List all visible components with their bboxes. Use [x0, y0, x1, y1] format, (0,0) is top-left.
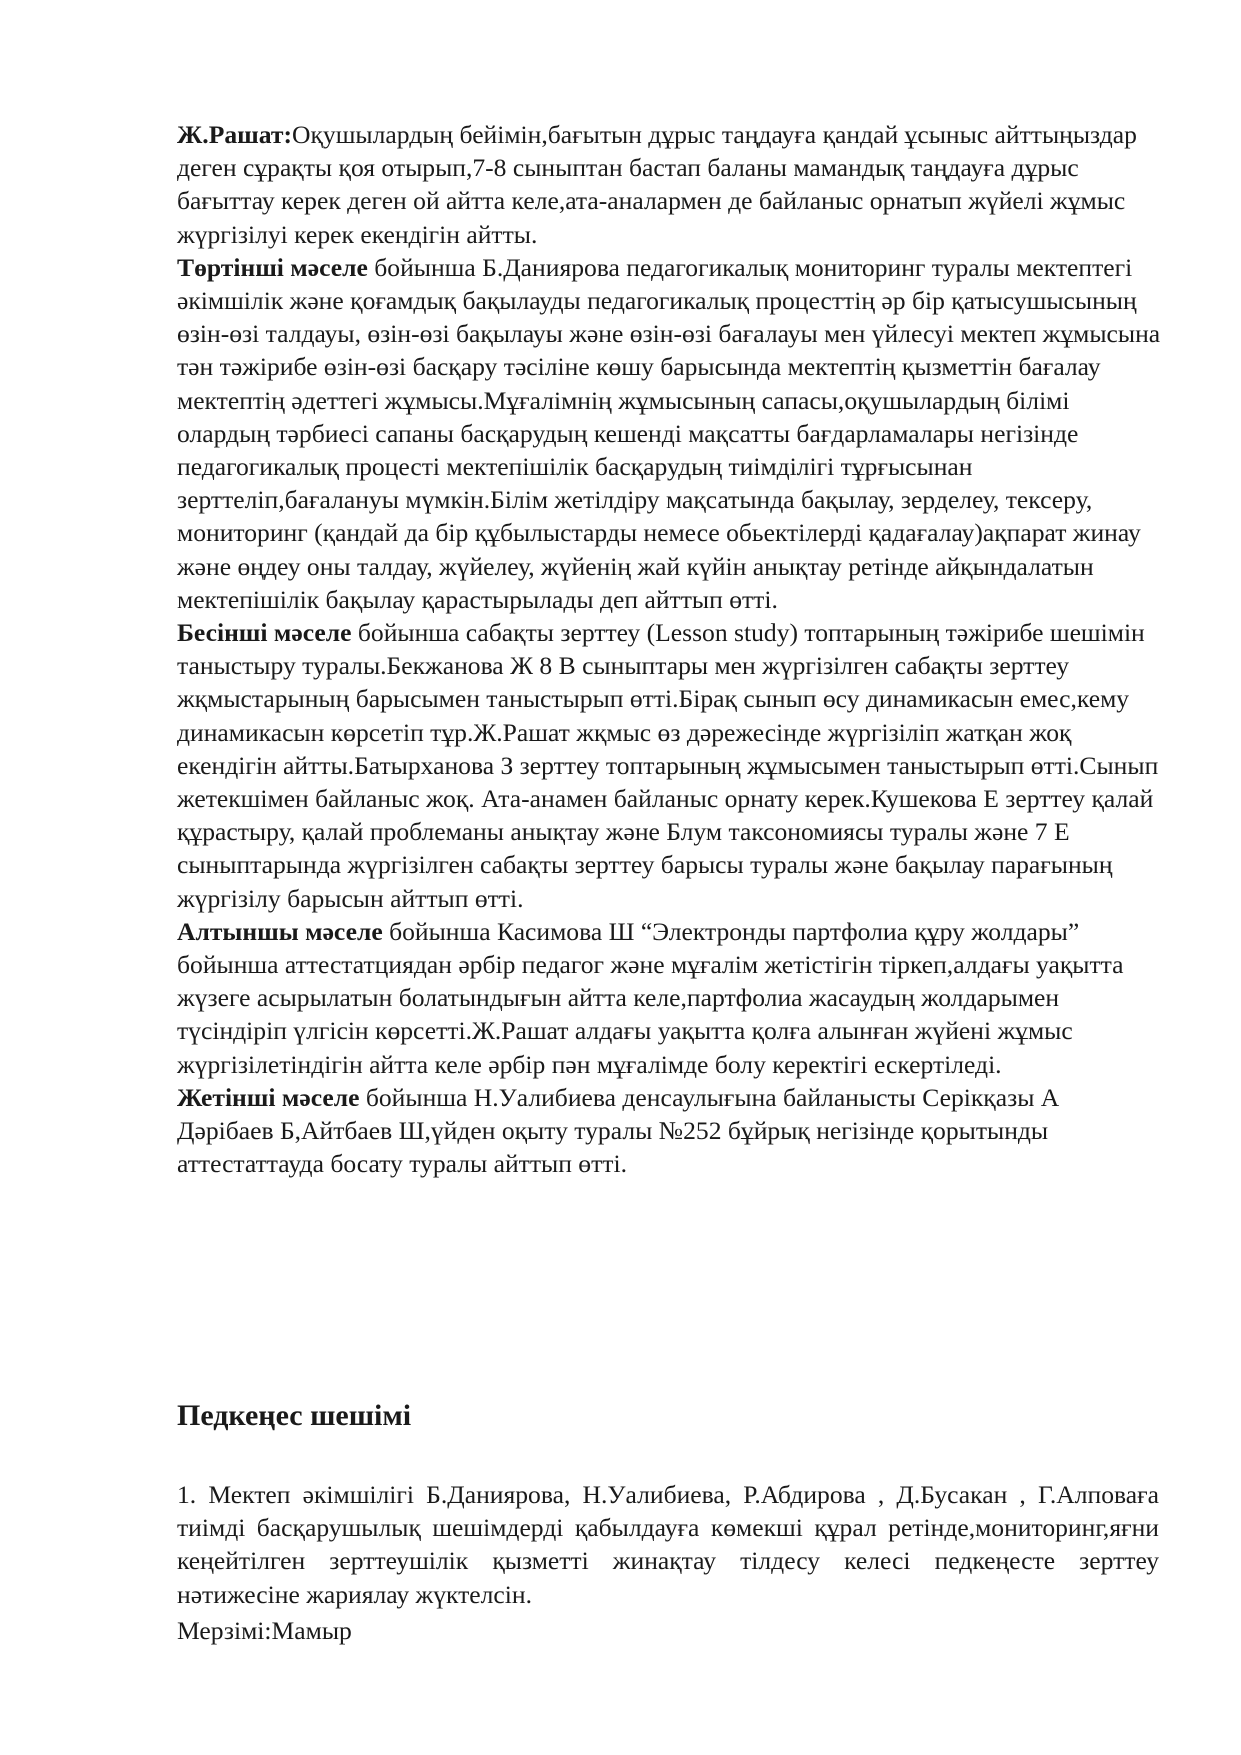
paragraph-fourth-issue: [177, 251, 1162, 616]
decision-item: 1. Мектеп әкімшілігі Б.Даниярова, Н.Уалибиева, Р.Абдирова , Д.Бусакан , Г.Алповаға тиімді басқарушылық шешімдерді қабылдауға көмекші құрал ретінде,мониторинг,яғни кеңейтілген зерттеушілік қызметті жинақтау тілдесу келесі педкеңесте зерттеу нәтижесіне жариялау жүктелсін.: [177, 1480, 1159, 1609]
decision-list: [177, 1478, 1159, 1611]
paragraph-lead: Алтыншы мәселе: [177, 916, 383, 946]
paragraph-sixth-issue: [177, 915, 1162, 1081]
paragraph-seventh-issue: [177, 1081, 1162, 1181]
paragraph-rashat: [177, 118, 1162, 251]
paragraph-text: бойынша Н.Уалибиева денсаулығына байланысты Серікқазы А Дәрібаев Б,Айтбаев Ш,үйден оқыту туралы №252 бұйрық негізінде қорытынды аттестаттауда босату туралы айттып өтті.: [177, 1082, 1060, 1179]
paragraph-text: бойынша сабақты зерттеу (Lesson study) топтарының тәжірибе шешімін таныстыру туралы.Бекжанова Ж 8 В сыныптары мен жүргізілген сабақты зерттеу жқмыстарының барысымен таныстырып өтті.Бірақ сынып өсу динамикасын емес,кему динамикасын көрсетіп тұр.Ж.Рашат жқмыс өз дәрежесінде жүргізіліп жатқан жоқ екендігін айтты.Батырханова З зерттеу топтарының жұмысымен таныстырып өтті.Сынып жетекшімен байланыс жоқ. Ата-анамен байланыс орнату керек.Кушекова Е зерттеу қалай құрастыру, қалай проблеманы анықтау және Блум таксономиясы туралы және 7 Е сыныптарында жүргізілген сабақты зерттеу барысы туралы және бақылау парағының жүргізілу барысын айттып өтті.: [177, 618, 1159, 913]
paragraph-fifth-issue: [177, 616, 1162, 915]
paragraph-text: бойынша Касимова Ш “Электронды партфолиа құру жолдары” бойынша аттестатциядан әрбір педагог және мұғалім жетістігін тіркеп,алдағы уақытта жүзеге асырылатын болатындығын айтта келе,партфолиа жасаудың жолдарымен түсіндіріп үлгісін көрсетті.Ж.Рашат алдағы уақытта қолға алынған жүйені жұмыс жүргізілетіндігін айтта келе әрбір пән мұғалімде болу керектігі ескертіледі.: [177, 916, 1124, 1079]
paragraph-lead: Жетінші мәселе: [177, 1082, 360, 1112]
paragraph-lead: Бесінші мәселе: [177, 618, 352, 648]
paragraph-lead: Төртінші мәселе: [177, 252, 368, 282]
meeting-minutes-body: [177, 118, 1162, 1181]
paragraph-text: бойынша Б.Даниярова педагогикалық мониторинг туралы мектептегі әкімшілік және қоғамдық бақылауды педагогикалық процесттің әр бір қатысушысының өзін-өзі талдауы, өзін-өзі бақылауы және өзін-өзі бағалауы мен үйлесуі мектеп жұмысына тән тәжірибе өзін-өзі басқару тәсіліне көшу барысында мектептің қызметтін бағалау мектептің әдеттегі жұмысы.Мұғалімнің жұмысының сапасы,оқушылардың білімі олардың тәрбиесі сапаны басқарудың кешенді мақсатты бағдарламалары негізінде педагогикалық процесті мектепішілік басқарудың тиімділігі тұрғысынан зерттеліп,бағалануы мүмкін.Білім жетілдіру мақсатында бақылау, зерделеу, тексеру, мониторинг (қандай да бір құбылыстарды немесе обьектілерді қадағалау)ақпарат жинау және өңдеу оны талдау, жүйелеу, жүйенің жай күйін анықтау ретінде айқындалатын мектепішілік бақылау қарастырылады деп айттып өтті.: [177, 252, 1161, 614]
paragraph-text: Оқушылардың бейімін,бағытын дұрыс таңдауға қандай ұсыныс айттыңыздар деген сұрақты қоя отырып,7-8 сыныптан бастап баланы мамандық таңдауға дұрыс бағыттау керек деген ой айтта келе,ата-аналармен де байланыс орнатып жүйелі жұмыс жүргізілуі керек екендігін айтты.: [177, 120, 1137, 249]
paragraph-lead: Ж.Рашат:: [177, 120, 292, 149]
section-heading: Педкеңес шешімі: [177, 1399, 412, 1432]
decision-deadline: Мерзімі:Мамыр: [177, 1616, 352, 1645]
